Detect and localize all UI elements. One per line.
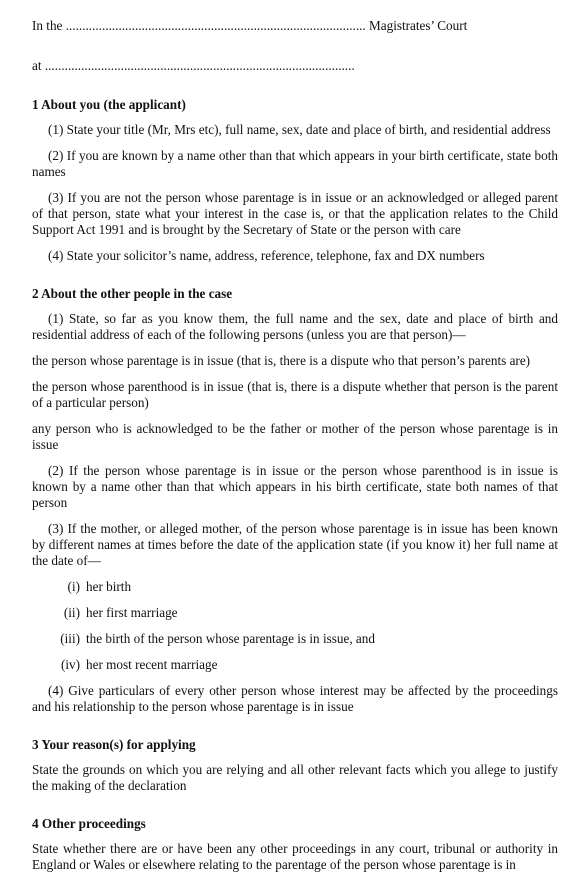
section-3-heading: 3 Your reason(s) for applying bbox=[32, 737, 196, 752]
court-prefix: In the bbox=[32, 18, 63, 33]
sub-item-number: (iv) bbox=[60, 657, 80, 672]
section-4-text: State whether there are or have been any other proceedings in any court, tribunal or authority in England or Wales or elsewhere relating to the parentage of the person whose parentage is in bbox=[32, 841, 558, 872]
section-2-item-3: (3) If the mother, or alleged mother, of the person whose parentage is in issue has been known by different names at times before the date of the application state (if you know it) her full name at the date of— bbox=[32, 521, 558, 568]
person-acknowledged-parent: any person who is acknowledged to be the father or mother of the person whose parentage is in issue bbox=[32, 421, 558, 452]
sub-item-text: her first marriage bbox=[86, 605, 178, 620]
court-suffix: Magistrates’ Court bbox=[369, 18, 468, 33]
sub-item-text: her most recent marriage bbox=[86, 657, 218, 672]
sub-item-text: her birth bbox=[86, 579, 132, 594]
person-parentage: the person whose parentage is in issue (that is, there is a dispute who that person’s parents are) bbox=[32, 353, 531, 368]
section-2-item-1: (1) State, so far as you know them, the full name and the sex, date and place of birth and residential address of each of the following persons (unless you are that person)— bbox=[32, 311, 558, 342]
section-2-heading: 2 About the other people in the case bbox=[32, 286, 233, 301]
person-parenthood: the person whose parenthood is in issue (that is, there is a dispute whether that person is the parent of a particular person) bbox=[32, 379, 558, 410]
sub-item-ii bbox=[32, 605, 558, 621]
sub-item-number: (iii) bbox=[60, 631, 80, 646]
sub-item-number: (i) bbox=[67, 579, 80, 594]
court-location-line bbox=[32, 58, 558, 74]
section-1-heading: 1 About you (the applicant) bbox=[32, 97, 186, 112]
sub-item-iv bbox=[32, 657, 558, 673]
sub-item-text: the birth of the person whose parentage is in issue, and bbox=[86, 631, 375, 646]
sub-item-i bbox=[32, 579, 558, 595]
section-1-item-2: (2) If you are known by a name other than that which appears in your birth certificate, state both names bbox=[32, 148, 558, 179]
court-name-blank[interactable]: ........................................................................................... bbox=[65, 18, 366, 33]
at-prefix: at bbox=[32, 58, 42, 73]
court-location-blank[interactable]: .............................................................................................. bbox=[44, 58, 355, 73]
sub-item-iii bbox=[32, 631, 558, 647]
section-2-item-2: (2) If the person whose parentage is in issue or the person whose parenthood is in issue is known by a name other than that which appears in his birth certificate, state both names of that person bbox=[32, 463, 558, 510]
section-4-heading: 4 Other proceedings bbox=[32, 816, 146, 831]
form-page bbox=[32, 18, 558, 873]
sub-item-number: (ii) bbox=[63, 605, 80, 620]
section-3-text: State the grounds on which you are relying and all other relevant facts which you allege to justify the making of the declaration bbox=[32, 762, 558, 793]
section-2-item-4: (4) Give particulars of every other person whose interest may be affected by the proceedings and his relationship to the person whose parentage is in issue bbox=[32, 683, 558, 714]
section-1-item-4: (4) State your solicitor’s name, address, reference, telephone, fax and DX numbers bbox=[48, 248, 485, 263]
section-1-item-3: (3) If you are not the person whose parentage is in issue or an acknowledged or alleged parent of that person, state what your interest in the case is, or that the application relates to the Child Support Act 1991 and is brought by the Secretary of State or the person with care bbox=[32, 190, 558, 237]
court-line bbox=[32, 18, 558, 34]
section-1-item-1: (1) State your title (Mr, Mrs etc), full name, sex, date and place of birth, and residential address bbox=[48, 122, 551, 137]
